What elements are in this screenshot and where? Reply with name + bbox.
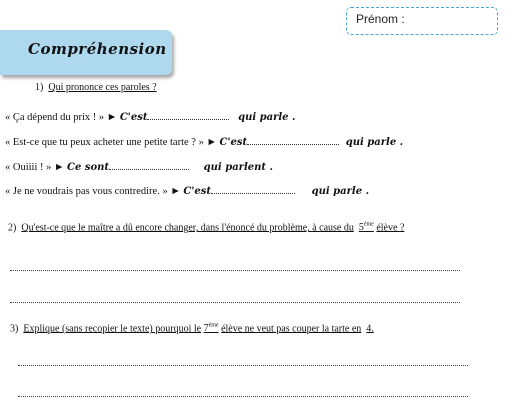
question-1-number: 1) xyxy=(35,82,44,93)
quote-line-2 xyxy=(5,135,403,148)
quote-2-lead: C'est xyxy=(219,137,248,148)
question-1 xyxy=(35,82,157,93)
quote-3-tail: qui parlent . xyxy=(203,162,273,173)
quote-line-3 xyxy=(5,160,273,173)
quote-3: « Ouiiii ! » xyxy=(5,162,52,173)
quote-1: « Ça dépend du prix ! » xyxy=(5,112,105,123)
answer-line-q3-1[interactable] xyxy=(18,365,468,366)
quote-1-lead: C'est xyxy=(119,112,148,123)
question-2-text: Qu'est-ce que le maître a dû encore changer, dans l'énoncé du problème, à cause du xyxy=(21,222,354,234)
quote-3-lead: Ce sont xyxy=(67,162,110,173)
arrow-icon: ► xyxy=(170,186,181,197)
quote-4-tail: qui parle . xyxy=(311,186,370,197)
question-3-end: 4. xyxy=(366,323,374,335)
quote-2: « Est-ce que tu peux acheter une petite tarte ? » xyxy=(5,137,204,148)
answer-line-q3-2[interactable] xyxy=(18,396,468,397)
question-2 xyxy=(8,222,404,233)
quote-line-4 xyxy=(5,184,369,197)
quote-2-tail: qui parle . xyxy=(345,137,404,148)
question-3-number: 3) xyxy=(10,323,19,335)
prenom-label: Prénom : xyxy=(356,12,405,26)
page-title: Compréhension xyxy=(28,40,167,58)
answer-line-q2-1[interactable] xyxy=(10,270,460,271)
answer-blank-3[interactable] xyxy=(109,160,189,170)
question-3-ordinal: 7ème xyxy=(203,323,219,335)
question-2-number: 2) xyxy=(8,222,17,234)
quote-1-tail: qui parle . xyxy=(238,112,296,123)
quote-4: « Je ne voudrais pas vous contredire. » xyxy=(5,186,168,197)
arrow-icon: ► xyxy=(106,112,118,123)
quote-line-1 xyxy=(5,110,296,123)
question-3-text: Explique (sans recopier le texte) pourquoi le xyxy=(23,323,202,335)
answer-line-q2-2[interactable] xyxy=(10,302,460,303)
quote-4-lead: C'est xyxy=(183,186,212,197)
question-1-text: Qui prononce ces paroles ? xyxy=(48,82,157,93)
question-3-text-b: élève ne veut pas couper la tarte en xyxy=(221,323,362,335)
answer-blank-4[interactable] xyxy=(211,184,295,194)
question-3 xyxy=(10,323,374,334)
answer-blank-1[interactable] xyxy=(147,110,229,120)
answer-blank-2[interactable] xyxy=(247,135,339,145)
arrow-icon: ► xyxy=(206,137,217,148)
question-2-end: élève ? xyxy=(376,222,405,234)
question-2-ordinal: 5ème xyxy=(358,222,374,234)
arrow-icon: ► xyxy=(54,162,65,173)
